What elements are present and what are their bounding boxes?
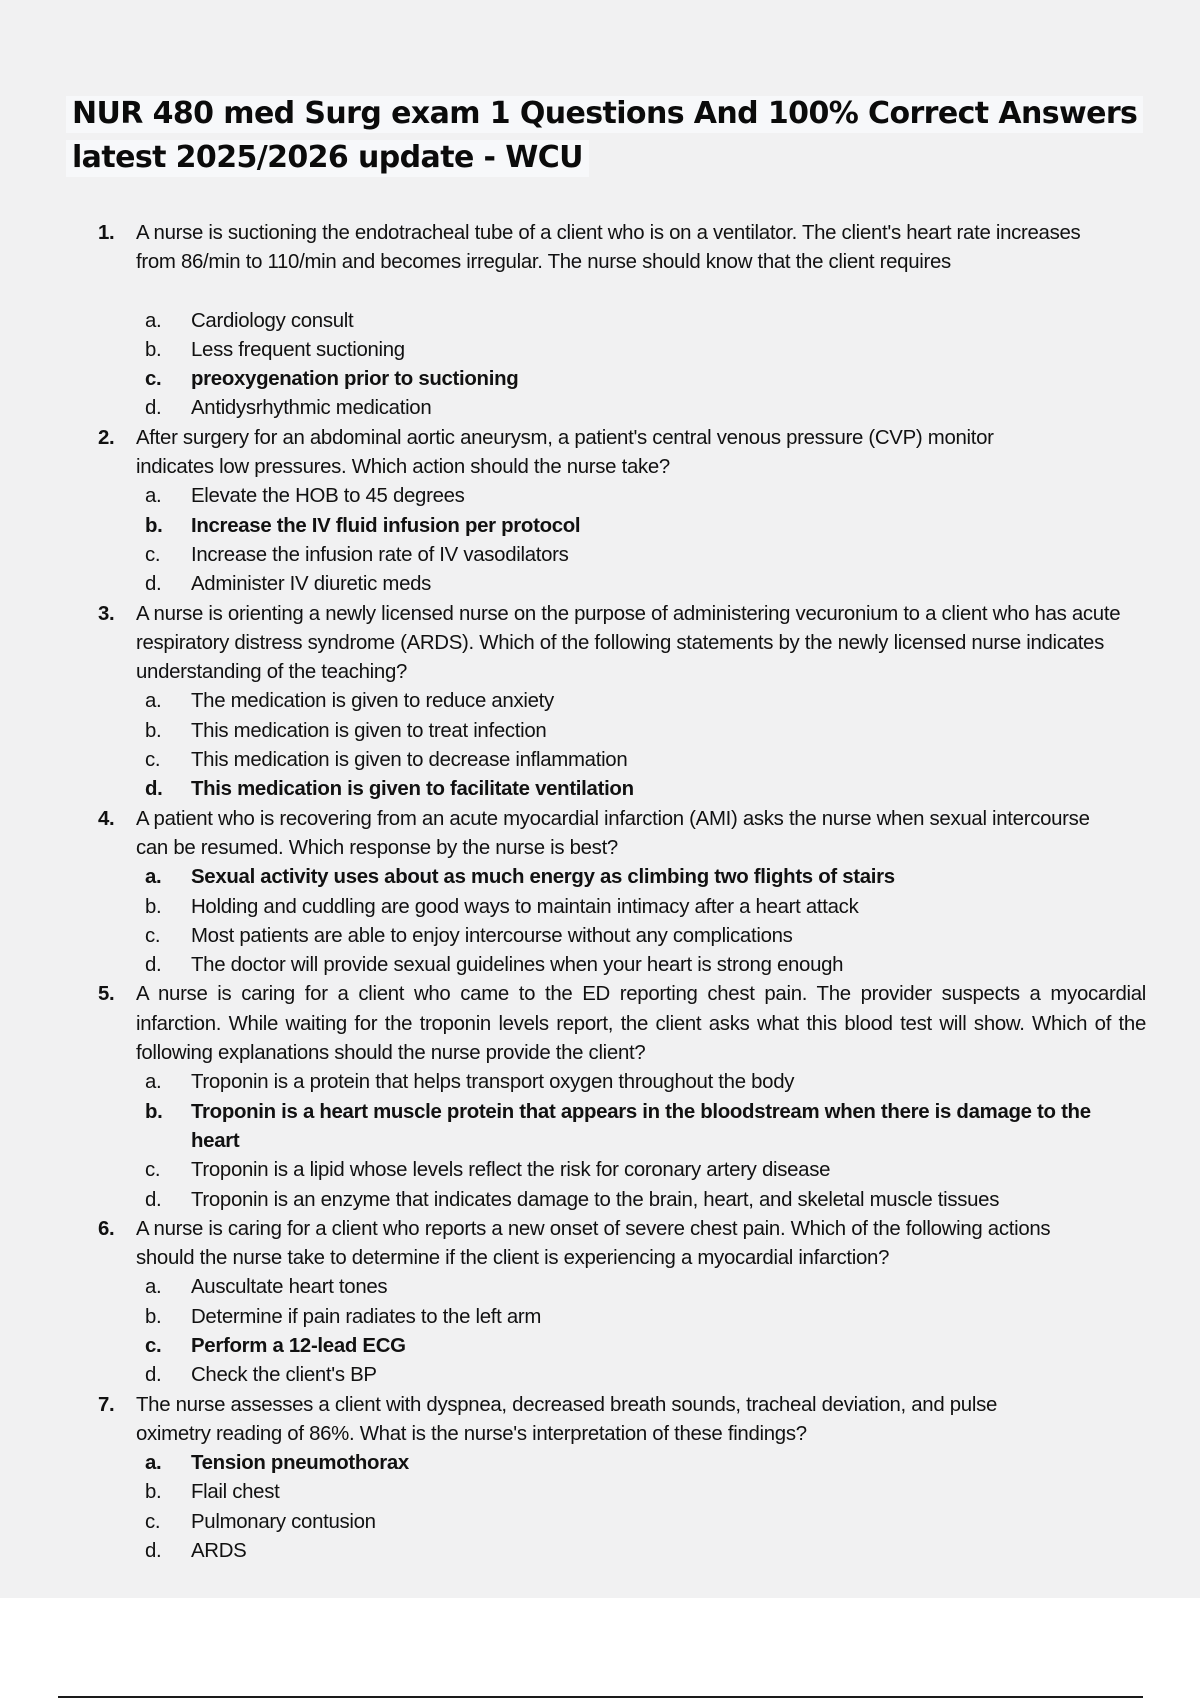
- question-4: [90, 805, 1160, 981]
- option-d: [145, 1186, 1160, 1215]
- option-c-correct-answer: [145, 1332, 1160, 1361]
- option-text: Perform a 12-lead ECG: [191, 1334, 406, 1357]
- option-text: Most patients are able to enjoy intercourse without any complications: [191, 924, 793, 947]
- question-number: 1.: [98, 222, 115, 244]
- option-d: [145, 1537, 1160, 1566]
- option-a-correct-answer: [145, 863, 1160, 892]
- question-number: 7.: [98, 1393, 115, 1416]
- question-text: A nurse is suctioning the endotracheal tube of a client who is on a ventilator. The client's heart rate increases from 86/min to 110/min and becomes irregular. The nurse should know that the client requires: [136, 222, 1081, 274]
- option-a: [145, 1273, 1160, 1302]
- option-text: Pulmonary contusion: [191, 1510, 376, 1533]
- option-text: The medication is given to reduce anxiety: [191, 690, 554, 713]
- option-b: [145, 893, 1160, 922]
- question-number: 6.: [98, 1217, 115, 1240]
- option-letter: b.: [145, 1305, 162, 1328]
- answer-options: [136, 482, 1160, 599]
- option-letter: c.: [145, 1159, 161, 1182]
- option-a: [145, 482, 1160, 511]
- option-text: Sexual activity uses about as much energy as climbing two flights of stairs: [191, 866, 895, 889]
- question-7: [90, 1391, 1160, 1567]
- option-b-correct-answer: [145, 512, 1160, 541]
- option-letter: b.: [145, 1100, 163, 1123]
- option-text: Antidysrhythmic medication: [191, 397, 432, 420]
- answer-options: [136, 1449, 1160, 1566]
- option-b-correct-answer: [145, 1098, 1126, 1157]
- option-a-correct-answer: [145, 1449, 1160, 1478]
- option-c-correct-answer: [145, 365, 1160, 394]
- option-letter: c.: [145, 1334, 162, 1357]
- option-text: Tension pneumothorax: [191, 1452, 409, 1475]
- answer-options: [136, 307, 1160, 424]
- answer-options: [136, 863, 1160, 980]
- option-a: [145, 307, 1160, 336]
- option-d: [145, 394, 1160, 423]
- option-text: Administer IV diuretic meds: [191, 573, 432, 596]
- option-text: This medication is given to treat infection: [191, 719, 547, 742]
- option-text: Troponin is a lipid whose levels reflect the risk for coronary artery disease: [191, 1159, 831, 1182]
- option-c: [145, 1508, 1160, 1537]
- option-text: ARDS: [191, 1540, 247, 1563]
- option-letter: b.: [145, 719, 162, 742]
- option-letter: b.: [145, 338, 162, 361]
- option-letter: a.: [145, 1071, 162, 1094]
- option-text: Cardiology consult: [191, 309, 354, 332]
- question-number: 5.: [98, 983, 115, 1006]
- option-letter: d.: [145, 397, 162, 420]
- question-text: The nurse assesses a client with dyspnea, decreased breath sounds, tracheal deviation, and pulse oximetry reading of 86%. What is the nurse's interpretation of these findings?: [136, 1393, 998, 1445]
- option-letter: a.: [145, 866, 162, 889]
- question-text: After surgery for an abdominal aortic aneurysm, a patient's central venous pressure (CVP) monitor indicates low pressures. Which action should the nurse take?: [136, 426, 994, 479]
- option-a: [145, 1068, 1160, 1097]
- option-d-correct-answer: [145, 775, 1160, 804]
- option-b: [145, 1303, 1160, 1332]
- question-text: A nurse is caring for a client who reports a new onset of severe chest pain. Which of the following actions should the nurse take to determine if the client is experiencing a myocardial infarction?: [136, 1217, 1051, 1270]
- question-number: 2.: [98, 426, 115, 449]
- option-d: [145, 1361, 1160, 1390]
- option-text: Troponin is a protein that helps transport oxygen throughout the body: [191, 1071, 795, 1094]
- answer-options: [136, 1068, 1160, 1214]
- option-b: [145, 1478, 1160, 1507]
- question-text: A patient who is recovering from an acute myocardial infarction (AMI) asks the nurse when sexual intercourse can be resumed. Which response by the nurse is best?: [136, 807, 1090, 859]
- option-letter: d.: [145, 1364, 162, 1387]
- option-letter: d.: [145, 778, 163, 801]
- option-text: This medication is given to facilitate ventilation: [191, 778, 634, 801]
- option-text: preoxygenation prior to suctioning: [191, 368, 519, 391]
- option-text: Flail chest: [191, 1481, 280, 1504]
- option-letter: b.: [145, 514, 163, 537]
- option-text: Determine if pain radiates to the left arm: [191, 1305, 542, 1328]
- option-letter: d.: [145, 1188, 162, 1211]
- option-text: Elevate the HOB to 45 degrees: [191, 485, 465, 508]
- option-letter: c.: [145, 749, 161, 772]
- question-1: [90, 219, 1160, 424]
- question-5: [90, 980, 1160, 1214]
- option-letter: c.: [145, 543, 161, 566]
- option-c: [145, 1156, 1160, 1185]
- option-letter: b.: [145, 1481, 162, 1504]
- option-text: Check the client's BP: [191, 1364, 377, 1387]
- option-c: [145, 746, 1160, 775]
- question-list: [90, 219, 1160, 1566]
- option-c: [145, 541, 1160, 570]
- option-letter: c.: [145, 924, 161, 947]
- option-a: [145, 687, 1160, 716]
- option-text: The doctor will provide sexual guidelines when your heart is strong enough: [191, 954, 844, 977]
- answer-options: [136, 1273, 1160, 1390]
- document-title: [66, 92, 1156, 180]
- answer-options: [136, 687, 1160, 804]
- option-text: Increase the infusion rate of IV vasodilators: [191, 543, 569, 566]
- option-letter: d.: [145, 573, 162, 596]
- option-text: Troponin is a heart muscle protein that appears in the bloodstream when there is damage to the heart: [191, 1100, 1091, 1152]
- option-letter: d.: [145, 954, 162, 977]
- option-text: Less frequent suctioning: [191, 338, 405, 361]
- option-letter: a.: [145, 309, 162, 332]
- option-text: Auscultate heart tones: [191, 1276, 388, 1299]
- option-c: [145, 922, 1160, 951]
- option-d: [145, 951, 1160, 980]
- question-text: A nurse is caring for a client who came to the ED reporting chest pain. The provider suspects a myocardial infarction. While waiting for the troponin levels report, the client asks what this blood test will show. Which of the following explanations should the nurse provide the client?: [136, 983, 1146, 1065]
- option-text: This medication is given to decrease inflammation: [191, 749, 628, 772]
- question-2: [90, 424, 1160, 600]
- option-d: [145, 570, 1160, 599]
- question-3: [90, 600, 1160, 805]
- question-text: A nurse is orienting a newly licensed nurse on the purpose of administering vecuronium to a client who has acute respiratory distress syndrome (ARDS). Which of the following statements by the newly licensed nurse indicates understanding of the teaching?: [136, 602, 1121, 684]
- option-letter: a.: [145, 690, 162, 713]
- option-b: [145, 717, 1160, 746]
- question-number: 3.: [98, 602, 115, 625]
- option-letter: c.: [145, 1510, 161, 1533]
- option-b: [145, 336, 1160, 365]
- option-letter: c.: [145, 368, 162, 391]
- option-text: Holding and cuddling are good ways to maintain intimacy after a heart attack: [191, 895, 859, 918]
- document-title-text: NUR 480 med Surg exam 1 Questions And 100% Correct Answers latest 2025/2026 update - WCU: [66, 96, 1143, 177]
- option-text: Increase the IV fluid infusion per protocol: [191, 514, 581, 537]
- footer-divider: [58, 1696, 1143, 1698]
- option-text: Troponin is an enzyme that indicates damage to the brain, heart, and skeletal muscle tissues: [191, 1188, 1000, 1211]
- option-letter: a.: [145, 1276, 162, 1299]
- option-letter: a.: [145, 1452, 162, 1475]
- question-number: 4.: [98, 807, 115, 830]
- question-6: [90, 1215, 1160, 1391]
- option-letter: a.: [145, 485, 162, 508]
- option-letter: d.: [145, 1540, 162, 1563]
- option-letter: b.: [145, 895, 162, 918]
